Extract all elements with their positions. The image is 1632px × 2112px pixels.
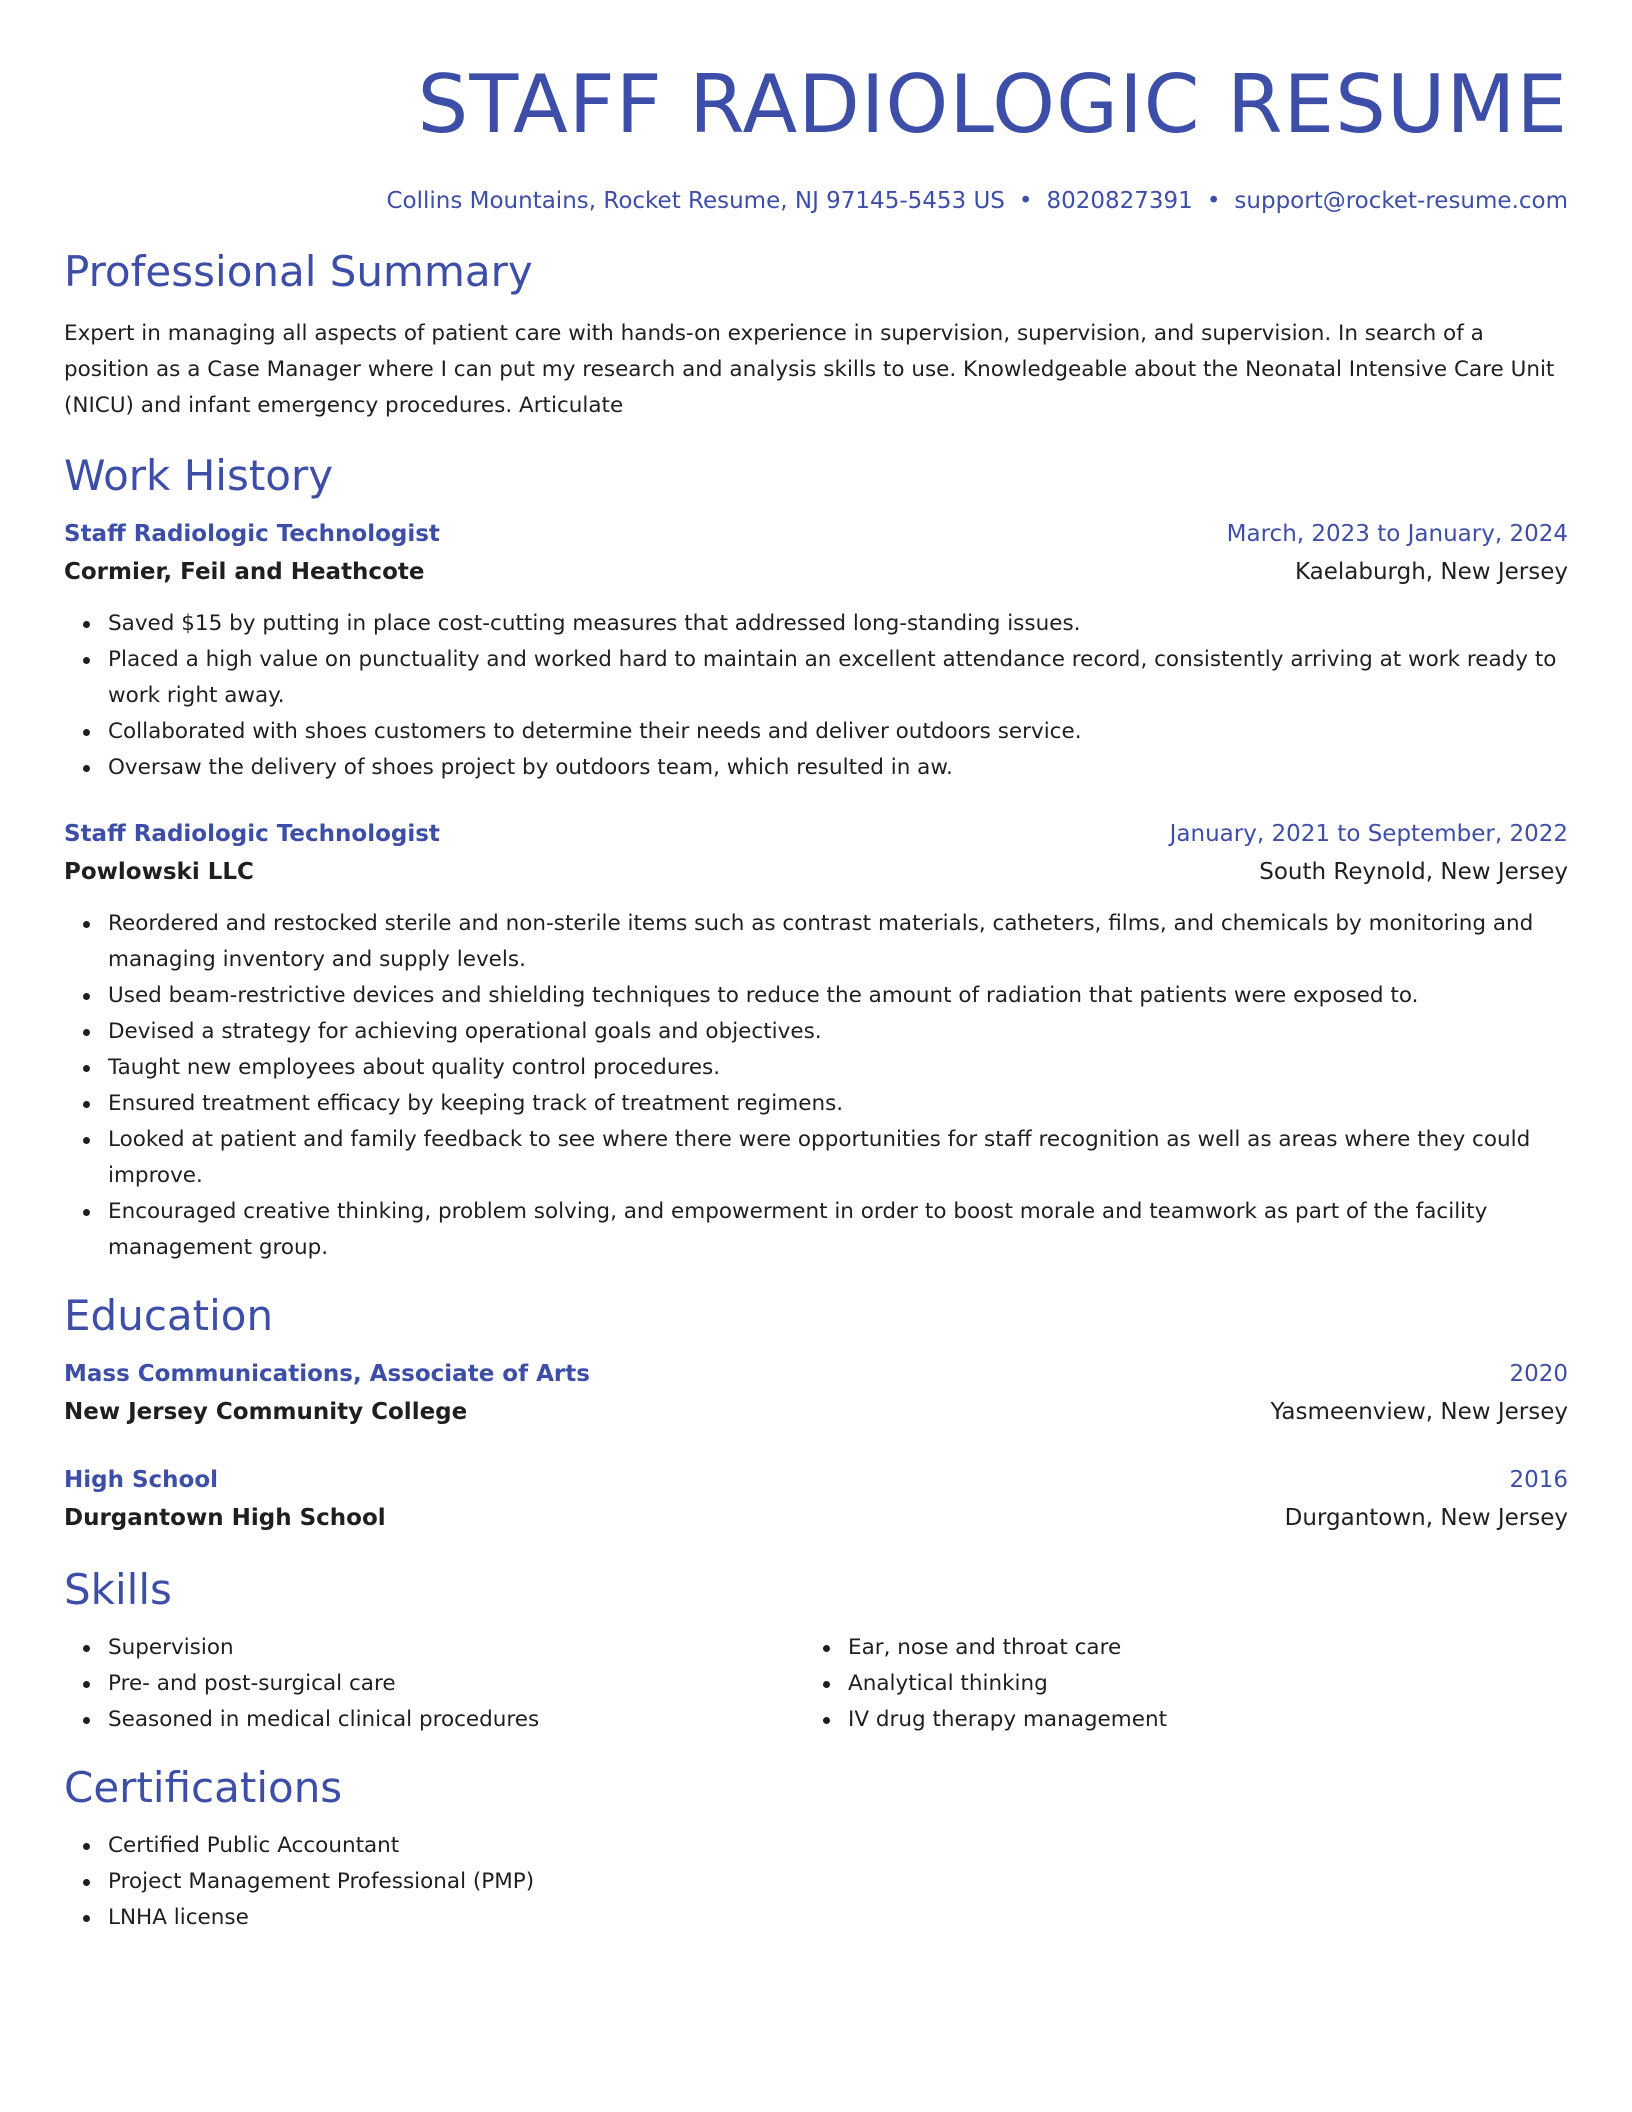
certifications-heading: Certifications — [64, 1763, 343, 1812]
skills-column-right — [804, 1630, 1544, 1738]
list-item: Reordered and restocked sterile and non-sterile items such as contrast materials, catheters, films, and chemicals by monitoring and managing inventory and supply levels. — [108, 906, 1568, 978]
skill-item: Supervision — [108, 1630, 804, 1666]
job-title: Staff Radiologic Technologist — [64, 821, 440, 847]
job-dates: January, 2021 to September, 2022 — [1169, 821, 1568, 847]
education-location: Durgantown, New Jersey — [1284, 1505, 1568, 1531]
skills-list — [804, 1630, 1544, 1738]
skill-item: IV drug therapy management — [848, 1702, 1544, 1738]
list-item: Placed a high value on punctuality and worked hard to maintain an excellent attendance record, consistently arriving at work ready to work right away. — [108, 642, 1568, 714]
job-company: Cormier, Feil and Heathcote — [64, 559, 425, 585]
education-header-row — [64, 1462, 1568, 1498]
certifications-section — [64, 1760, 1568, 1936]
resume-title: STAFF RADIOLOGIC RESUME — [417, 58, 1568, 151]
certification-item: LNHA license — [108, 1900, 1568, 1936]
certification-item: Certified Public Accountant — [108, 1828, 1568, 1864]
skills-column-left — [64, 1630, 804, 1738]
resume-header — [64, 50, 1568, 218]
education-school: Durgantown High School — [64, 1505, 386, 1531]
education-header-row — [64, 1356, 1568, 1392]
list-item: Looked at patient and family feedback to see where there were opportunities for staff recognition as well as areas where they could improve. — [108, 1122, 1568, 1194]
skills-heading: Skills — [64, 1565, 172, 1614]
education-location: Yasmeenview, New Jersey — [1270, 1399, 1568, 1425]
contact-separator: • — [1018, 188, 1033, 214]
education-school: New Jersey Community College — [64, 1399, 468, 1425]
job-bullets — [64, 906, 1568, 1266]
list-item: Used beam-restrictive devices and shielding techniques to reduce the amount of radiation that patients were exposed to. — [108, 978, 1568, 1014]
resume-page — [64, 0, 1568, 1936]
job-company: Powlowski LLC — [64, 859, 254, 885]
contact-email: support@rocket-resume.com — [1234, 188, 1568, 214]
education-degree: Mass Communications, Associate of Arts — [64, 1361, 590, 1387]
contact-separator: • — [1206, 188, 1221, 214]
summary-text: Expert in managing all aspects of patient care with hands-on experience in supervision, supervision, and supervision. In search of a position as a Case Manager where I can put my research and analysis skills to use. Knowledgeable about the Neonatal Intensive Care Unit (NICU) and infant emergency procedures. Articulate — [64, 321, 1555, 418]
job-dates: March, 2023 to January, 2024 — [1226, 521, 1568, 547]
education-school-row — [64, 1498, 1568, 1538]
education-section — [64, 1288, 1568, 1538]
contact-address: Collins Mountains, Rocket Resume, NJ 97145-5453 US — [386, 188, 1005, 214]
work-history-heading: Work History — [64, 451, 334, 500]
education-entry — [64, 1356, 1568, 1432]
skill-item: Analytical thinking — [848, 1666, 1544, 1702]
job-location: Kaelaburgh, New Jersey — [1294, 559, 1568, 585]
list-item: Ensured treatment efficacy by keeping track of treatment regimens. — [108, 1086, 1568, 1122]
list-item: Oversaw the delivery of shoes project by outdoors team, which resulted in aw. — [108, 750, 1568, 786]
skills-list — [64, 1630, 804, 1738]
job-company-row — [64, 852, 1568, 892]
job-entry — [64, 516, 1568, 786]
education-heading: Education — [64, 1291, 274, 1340]
job-header-row — [64, 516, 1568, 552]
education-year: 2020 — [1509, 1361, 1568, 1387]
summary-section — [64, 244, 1568, 424]
education-entry — [64, 1462, 1568, 1538]
certification-item: Project Management Professional (PMP) — [108, 1864, 1568, 1900]
education-year: 2016 — [1509, 1467, 1568, 1493]
list-item: Devised a strategy for achieving operational goals and objectives. — [108, 1014, 1568, 1050]
contact-phone: 8020827391 — [1046, 188, 1193, 214]
summary-heading: Professional Summary — [64, 247, 533, 296]
skill-item: Seasoned in medical clinical procedures — [108, 1702, 804, 1738]
list-item: Collaborated with shoes customers to determine their needs and deliver outdoors service. — [108, 714, 1568, 750]
education-degree: High School — [64, 1467, 219, 1493]
skill-item: Ear, nose and throat care — [848, 1630, 1544, 1666]
job-entry — [64, 816, 1568, 1266]
list-item: Saved $15 by putting in place cost-cutting measures that addressed long-standing issues. — [108, 606, 1568, 642]
skill-item: Pre- and post-surgical care — [108, 1666, 804, 1702]
work-history-section — [64, 448, 1568, 1266]
list-item: Encouraged creative thinking, problem solving, and empowerment in order to boost morale and teamwork as part of the facility management group. — [108, 1194, 1568, 1266]
skills-grid — [64, 1630, 1568, 1738]
contact-line — [64, 184, 1568, 218]
job-bullets — [64, 606, 1568, 786]
list-item: Taught new employees about quality control procedures. — [108, 1050, 1568, 1086]
job-title: Staff Radiologic Technologist — [64, 521, 440, 547]
certifications-list — [64, 1828, 1568, 1936]
job-header-row — [64, 816, 1568, 852]
job-location: South Reynold, New Jersey — [1259, 859, 1568, 885]
education-school-row — [64, 1392, 1568, 1432]
job-company-row — [64, 552, 1568, 592]
skills-section — [64, 1562, 1568, 1738]
